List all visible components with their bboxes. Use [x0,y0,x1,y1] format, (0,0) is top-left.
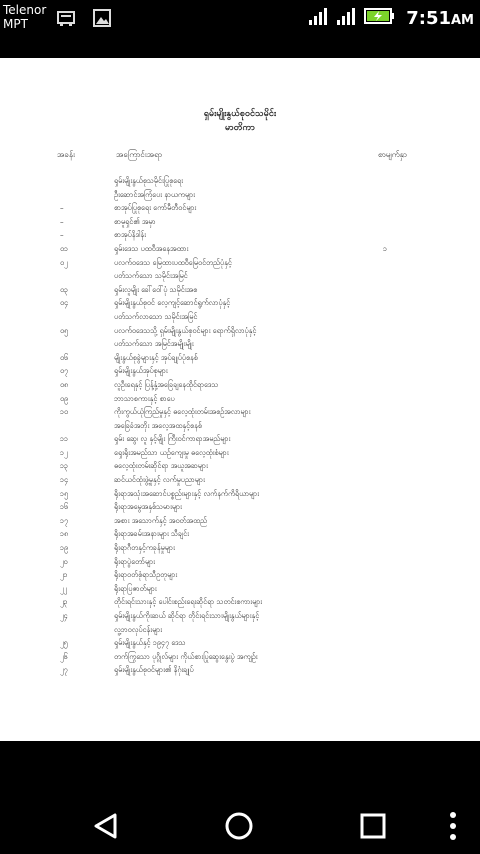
toc-row-number: ၀၆ [60,352,69,362]
toc-row [0,201,480,215]
toc-row-number: ၁၇ [60,515,69,525]
toc-row-number: ၂၄ [60,611,68,620]
toc-row-title: ဘာသာစကားနှင့် စာပေ [114,393,175,403]
toc-row [0,351,480,365]
toc-row-title: အခြေခံအဘိုး အလေ့အထနှင့်စနစ် [114,420,202,430]
toc-row-number: ၁၄ [60,475,69,485]
toc-row-number: ၁၉ [60,543,69,553]
cast-icon [56,8,76,32]
toc-row-title: ဦးဆောင်အကြံပေး နာယကများ [114,189,195,199]
toc-row-title: ပတ်သက်သော သမိုင်းအမြင် [114,271,188,281]
navigation-bar [0,788,480,854]
document-title: ရှမ်းမျိုးနွယ်စုဝင်သမိုင်း [203,109,277,119]
toc-row [0,582,480,596]
toc-row-title: ပတ်သက်လာသော သမိုင်းအမြင် [114,311,198,321]
back-button[interactable] [86,806,126,846]
toc-row [0,487,480,501]
toc-row-number: ၁၅ [60,488,69,498]
toc-row [0,310,480,324]
toc-row-page: ၁ [383,243,388,253]
toc-row-number: ၁၁ [60,434,69,444]
toc-row-title: စာအုပ်ပြုစုရေး ကော်မီတီဝင်များ [114,203,197,213]
toc-row [0,446,480,460]
status-icons [308,6,474,30]
toc-row [0,324,480,338]
toc-row-number: – [60,203,64,213]
toc-row-title: အစား အသောက်နှင့် အဝတ်အထည် [114,515,207,525]
toc-row [0,568,480,582]
toc-row-title: ပတ်သက်သော အမြင်အမျိုးမျိုး [114,339,194,349]
toc-row-number: ၀၇ [60,366,69,376]
toc-row-title: ရှေးရိုးအမည်သာ ယဉ်ကျေးမှု ဓလေ့ထုံးစံများ [114,447,229,457]
overflow-menu-button[interactable] [433,806,473,846]
toc-row-number: ၂၁ [60,570,68,580]
toc-row [0,337,480,351]
toc-row-number: ၀၂ [60,257,68,267]
overflow-menu-icon [448,811,458,841]
toc-row [0,419,480,433]
toc-row-title: ပလက်ဝဒေသသို့ ရှမ်းမျိုးနွယ်စုဝင်များ ရောက်ရှိလာပုံနှင့် [114,325,257,335]
toc-row [0,364,480,378]
toc-row [0,392,480,406]
toc-row [0,405,480,419]
toc-row [0,242,480,256]
table-of-contents [0,174,480,677]
toc-row-number: ၁၀ [60,407,69,417]
toc-row-number: ၁၆ [60,502,69,512]
toc-row [0,514,480,528]
toc-row-number: ၁၂ [60,447,68,457]
signal-icon [308,6,330,30]
column-header-number: အခန်း [57,150,76,159]
toc-row-number: ၂၅ [60,638,68,648]
toc-row-number: ၀၅ [60,325,69,335]
document-subtitle: မာတိကာ [224,123,256,133]
toc-row-title: တိုင်းရင်းသားနှင့် ပေါင်းစည်းရေးဆိုင်ရာ သတင်းစကားများ [114,597,263,607]
home-icon [224,811,254,841]
image-icon [92,8,112,32]
toc-row-title: ဆင်ယင်ထုံးဖွဲ့မှုနှင့် လက်မှုပညာများ [114,475,205,485]
toc-row-title: တက်ကြွသော ပုဂ္ဂိုလ်များ ကိုယ်စားပြုဆွေးနွေးပွဲ အကျဉ်း [114,651,258,661]
toc-row [0,296,480,310]
toc-row-title: ရိုးရာဂီတနှင့်ကခုန်မှုများ [114,543,175,553]
toc-row [0,228,480,242]
toc-row-title: ရှမ်းမျိုးနွယ်အုပ်စုများ [114,366,168,376]
column-header-page: စာမျက်နှာ [378,150,407,159]
toc-row-title: ရှမ်းဒေသ ပထဝီအနေအထား [114,243,189,253]
toc-row [0,283,480,297]
toc-row [0,595,480,609]
toc-row-title: ရှမ်းမျိုးနွယ်စုဝင် လေ့ကျင့်ဆောင်ရွက်လာပုံနှင့် [114,298,231,308]
toc-row-title: ရှမ်းလူမျိုး ခေါ်ဝေါ်ပုံ သမိုင်းအစ [114,284,198,294]
carrier-label: Telenor MPT [3,3,47,31]
toc-row-title: စာအုပ်နိဒါန်း [114,230,146,240]
toc-row-number: ၀၈ [60,379,69,389]
toc-row-title: ရိုးရာပွဲတော်များ [114,556,156,566]
battery-charging-icon [364,6,396,30]
recents-icon [359,812,387,840]
signal-icon [336,6,358,30]
toc-row [0,500,480,514]
toc-row-title: ရိုးရာပြဇာတ်များ [114,583,157,593]
toc-row-number: ၂၂ [60,583,68,593]
toc-row [0,432,480,446]
toc-row-number: ၀၃ [60,284,69,294]
toc-row-title: ရိုးရာဝတ်စုံရာသီဥတုများ [114,570,178,580]
toc-row-number: ၀၉ [60,393,69,403]
toc-row-title: ရှမ်း ဆွေ၊ လူ နှင့်မျိုး ကြီးဝင်ကာရာအမည်များ [114,434,231,444]
toc-row-title: ရှမ်းမျိုးနွယ်စုသမိုင်းပြုစုရေး [114,176,183,185]
toc-row [0,269,480,283]
toc-row [0,256,480,270]
toc-row [0,609,480,623]
toc-row [0,174,480,188]
toc-row [0,650,480,664]
toc-row-number: ၁၈ [60,529,69,539]
toc-row-number: ၂၇ [60,665,68,675]
toc-row-title: မျိုးနွယ်စုခွဲများနှင့် အုပ်ချုပ်ပုံစနစ် [114,352,198,362]
toc-row [0,473,480,487]
column-header-title: အကြောင်းအရာ [116,150,162,159]
toc-row [0,636,480,650]
toc-row-title: ဓလေ့ထုံးတမ်းဆိုင်ရာ အယူအဆများ [114,461,208,471]
toc-row [0,215,480,229]
toc-row-title: လူဦးရေနှင့် ပြန့်နှံ့အခြေချနေထိုင်ရာဒေသ [114,379,219,389]
toc-row-number: ၂၆ [60,651,68,661]
toc-row-number: ၀၁ [60,243,69,253]
toc-row [0,663,480,677]
status-bar [0,0,480,36]
toc-row [0,459,480,473]
toc-row-number: ၁၃ [60,461,69,471]
toc-row-title: ရှမ်းမျိုးနွယ်ကိုးဆယ် ဆိုင်ရာ တိုင်းရင်းသားမျိုးနွယ်များနှင့် [114,611,260,620]
toc-row-title: ရိုးရာအသုံးအဆောင်ပစ္စည်းများနှင့် လက်နက်ကိရိယာများ [114,488,260,498]
toc-row-number: – [60,216,64,226]
back-icon [91,811,121,841]
toc-row-number: ၂၃ [60,597,68,607]
toc-row-number: ၀၄ [60,298,69,308]
toc-row-title: ရိုးရာအမွေအနှစ်သမားများ [114,502,182,512]
home-button[interactable] [219,806,259,846]
toc-row [0,188,480,202]
toc-row-title: ပလက်ဝဒေသ မြေထားပထဝီမြေဝင်တည်ပုံနှင့် [114,257,232,267]
clock: 7:51AM [406,7,474,29]
toc-row-title: ရိုးရာအခမ်းအနားများ သီချင်း [114,529,189,539]
document-page[interactable] [0,58,480,741]
toc-row [0,541,480,555]
toc-row-title: စာမူရှင်၏ အမှာ [114,216,156,226]
toc-row-number: ၂၀ [60,556,68,566]
toc-row [0,623,480,637]
toc-row-title: လူ့ဘဝလုပ်ငန်းများ [114,624,163,634]
recents-button[interactable] [353,806,393,846]
toc-row-title: ကိုးကွယ်ယုံကြည်မှုနှင့် ဓလေ့ထုံးတမ်းအစဉ်အလာများ [114,407,251,417]
toc-row-title: ရှမ်းမျိုးနွယ်နှင့် ၁၉၄၇ ဒေသ [114,638,186,648]
toc-row [0,555,480,569]
toc-row [0,378,480,392]
toc-row-number: – [60,230,64,240]
toc-row [0,527,480,541]
toc-row-title: ရှမ်းမျိုးနွယ်စုဝင်များ၏ နိဂုံးချုပ် [114,665,194,675]
